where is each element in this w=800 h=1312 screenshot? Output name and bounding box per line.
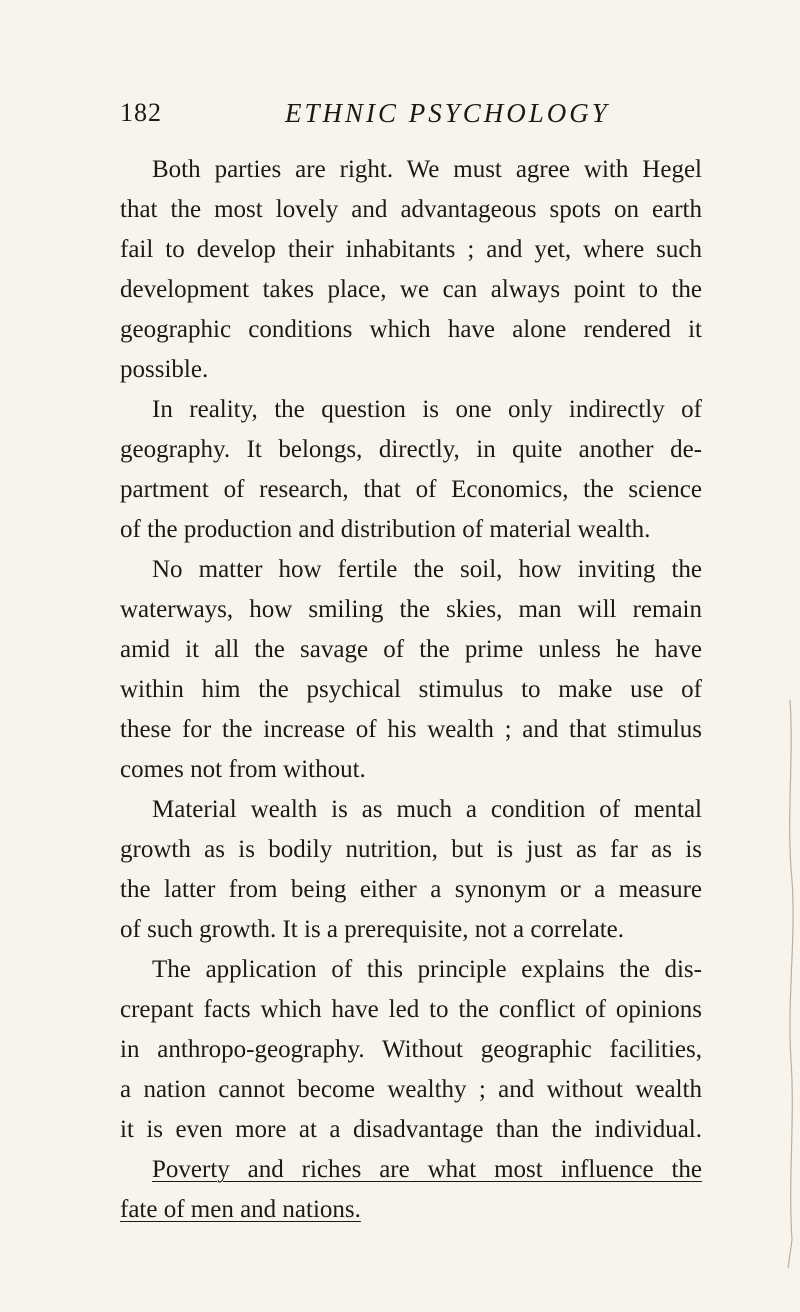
text-line: a nation cannot become wealthy ; and without wealth xyxy=(120,1076,702,1103)
text-line: amid it all the savage of the prime unless he have xyxy=(120,636,702,663)
text-line: in anthropo-geography. Without geographic facilities, xyxy=(120,1036,702,1063)
text-line: within him the psychical stimulus to make use of xyxy=(120,676,702,703)
text-line: crepant facts which have led to the conflict of opinions xyxy=(120,996,702,1023)
text-line: Poverty and riches are what most influence the xyxy=(152,1156,702,1183)
text-line: possible. xyxy=(120,356,209,383)
page-number: 182 xyxy=(120,98,162,127)
text-line: the latter from being either a synonym or a measure xyxy=(120,876,702,903)
text-line: it is even more at a disadvantage than the individual. xyxy=(120,1116,702,1143)
text-line: growth as is bodily nutrition, but is just as far as is xyxy=(120,836,702,863)
text-line: fate of men and nations. xyxy=(120,1196,361,1223)
text-line: of the production and distribution of material wealth. xyxy=(120,516,651,543)
text-line: The application of this principle explains the dis- xyxy=(152,956,702,983)
text-line: waterways, how smiling the skies, man will remain xyxy=(120,596,702,623)
text-line: partment of research, that of Economics, the science xyxy=(120,476,702,503)
running-head: ETHNIC PSYCHOLOGY xyxy=(285,98,610,128)
text-line: Material wealth is as much a condition of mental xyxy=(152,796,702,823)
text-line: No matter how fertile the soil, how inviting the xyxy=(152,556,702,583)
text-line: these for the increase of his wealth ; and that stimulus xyxy=(120,716,702,743)
text-line: In reality, the question is one only indirectly of xyxy=(152,396,702,423)
text-line: that the most lovely and advantageous spots on earth xyxy=(120,196,702,223)
text-line: geography. It belongs, directly, in quite another de- xyxy=(120,436,702,463)
text-line: comes not from without. xyxy=(120,756,366,783)
page-header xyxy=(120,98,700,138)
text-line: development takes place, we can always point to the xyxy=(120,276,702,303)
text-line: Both parties are right. We must agree with Hegel xyxy=(152,156,702,183)
text-line: fail to develop their inhabitants ; and yet, where such xyxy=(120,236,702,263)
pencil-margin-mark xyxy=(782,700,798,1270)
body-text xyxy=(120,150,702,1230)
text-line: of such growth. It is a prerequisite, not a correlate. xyxy=(120,916,624,943)
text-line: geographic conditions which have alone rendered it xyxy=(120,316,702,343)
